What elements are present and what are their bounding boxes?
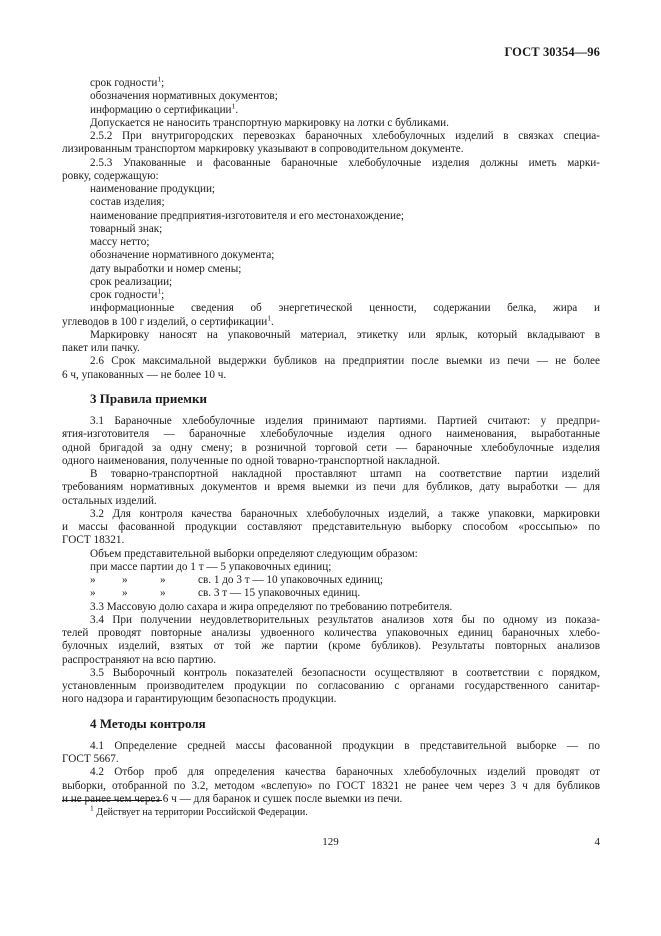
- text-line: 2.6 Срок максимальной выдержки бубликов на предприятии после выемки из печи — не более: [90, 355, 600, 368]
- text-line: выборки, отобранной по 3.2, методом «вслепую» по ГОСТ 18321 не ранее чем через 3 ч для бубликов: [62, 779, 600, 792]
- text-line: 3.1 Бараночные хлебобулочные изделия принимают партиями. Партией считают: у предпри-: [90, 415, 600, 427]
- text-line: » » » св. 1 до 3 т — 10 упаковочных единиц;: [90, 574, 383, 586]
- document-body: [62, 74, 600, 806]
- text-line: остальных изделий.: [62, 494, 157, 507]
- text-line: срок годности$^1$;: [90, 74, 165, 89]
- text-line: Объем представительной выборки определяют следующим образом:: [90, 547, 418, 560]
- text-line: Допускается не наносить транспортную маркировку на лотки с бубликами.: [90, 116, 449, 129]
- text-line: 2.5.3 Упакованные и фасованные бараночные хлебобулочные изделия должны иметь марки-: [90, 156, 600, 169]
- document-code-header: ГОСТ 30354—96: [504, 45, 600, 59]
- list-item: наименование продукции;: [90, 183, 216, 195]
- text-line: ятия-изготовителя — бараночные хлебобулочные изделия одного наименования, выработанные: [62, 428, 600, 441]
- text-line: ГОСТ 5667.: [62, 753, 119, 765]
- text-line: и не ранее чем через 6 ч — для баранок и сушек после выемки из печи.: [62, 792, 403, 805]
- text-line: ровку, содержащую:: [62, 169, 159, 182]
- text-line: 4.2 Отбор проб для определения качества бараночных хлебобулочных изделий проводят от: [90, 766, 600, 779]
- sheet-number: 4: [594, 836, 600, 848]
- page-number: 129: [322, 836, 339, 848]
- text-line: 4.1 Определение средней массы фасованной продукции в представительной выборке — по: [90, 739, 600, 752]
- text-line: ГОСТ 18321.: [62, 534, 125, 547]
- list-item: срок годности$^1$;: [90, 286, 165, 301]
- text-line: при массе партии до 1 т — 5 упаковочных единиц;: [90, 560, 332, 573]
- text-line: информацию о сертификации$^1$.: [90, 100, 239, 116]
- list-item: массу нетто;: [90, 236, 150, 248]
- section-heading-4: 4 Методы контроля: [90, 715, 206, 731]
- section-heading-3: 3 Правила приемки: [90, 390, 207, 406]
- list-item: обозначение нормативного документа;: [90, 249, 275, 262]
- list-item: дату выработки и номер смены;: [90, 262, 242, 275]
- text-line: и массы фасованной продукции составляют представительную выборку способом «россыпью» по: [62, 521, 600, 533]
- list-item: состав изделия;: [90, 196, 165, 209]
- text-line: распространяют на всю партию.: [62, 653, 217, 666]
- text-line: обозначения нормативных документов;: [90, 90, 278, 103]
- list-item: срок реализации;: [90, 275, 173, 288]
- text-line: требованиям нормативных документов и время выемки из печи для бубликов, дату выработки — для: [62, 481, 600, 494]
- text-line: телей проводят повторные анализы удвоенного количества упаковочных единиц бараночных хлебо-: [62, 627, 600, 639]
- text-line: 3.4 При получении неудовлетворительных результатов анализов хотя бы по одному из показа-: [90, 613, 600, 626]
- text-line: ного надзора и гарантирующим безопасность продукции.: [62, 693, 337, 706]
- text-line: лизированным транспортом маркировку указывают в сопроводительном документе.: [62, 143, 464, 156]
- text-line: булочных изделий, взятых от той же партии (кроме бубликов). Результаты повторных анализов: [62, 640, 600, 653]
- text-line: пакет или пачку.: [62, 342, 140, 354]
- text-line: углеводов в 100 г изделий, о сертификации$^1$.: [62, 312, 274, 328]
- text-line: установленным производителем продукции по согласованию с органами государственного санитар-: [62, 680, 600, 692]
- text-line: » » » св. 3 т — 15 упаковочных единиц.: [90, 587, 361, 600]
- list-item: информационные сведения об энергетической ценности, содержании белка, жира и: [90, 302, 600, 315]
- text-line: одной бригадой за одну смену; в розничной торговой сети — бараночные хлебобулочные изделия: [62, 441, 600, 454]
- text-line: 3.5 Выборочный контроль показателей безопасности осуществляют в соответствии с порядком,: [90, 666, 600, 679]
- text-line: 6 ч, упакованных — не более 10 ч.: [62, 368, 227, 381]
- list-item: наименование предприятия-изготовителя и его местонахождение;: [90, 209, 405, 222]
- footnote-divider: [62, 800, 162, 801]
- text-line: 3.2 Для контроля качества бараночных хлебобулочных изделий, а также упаковки, маркировки: [90, 507, 600, 520]
- text-line: одного наименования, полученные по одной товарно-транспортной накладной.: [62, 454, 440, 467]
- text-line: Маркировку наносят на упаковочный материал, этикетку или ярлык, который вкладывают в: [90, 328, 600, 341]
- text-line: 2.5.2 При внутригородских перевозках бараночных хлебобулочных изделий в связках специа-: [90, 130, 600, 142]
- text-line: 3.3 Массовую долю сахара и жира определяют по требованию потребителя.: [90, 600, 453, 613]
- list-item: товарный знак;: [90, 222, 163, 235]
- footnote: $^1$ Действует на территории Российской Федерации.: [90, 803, 308, 818]
- text-line: В товарно-транспортной накладной проставляют штамп на соответствие партии изделий: [90, 468, 600, 480]
